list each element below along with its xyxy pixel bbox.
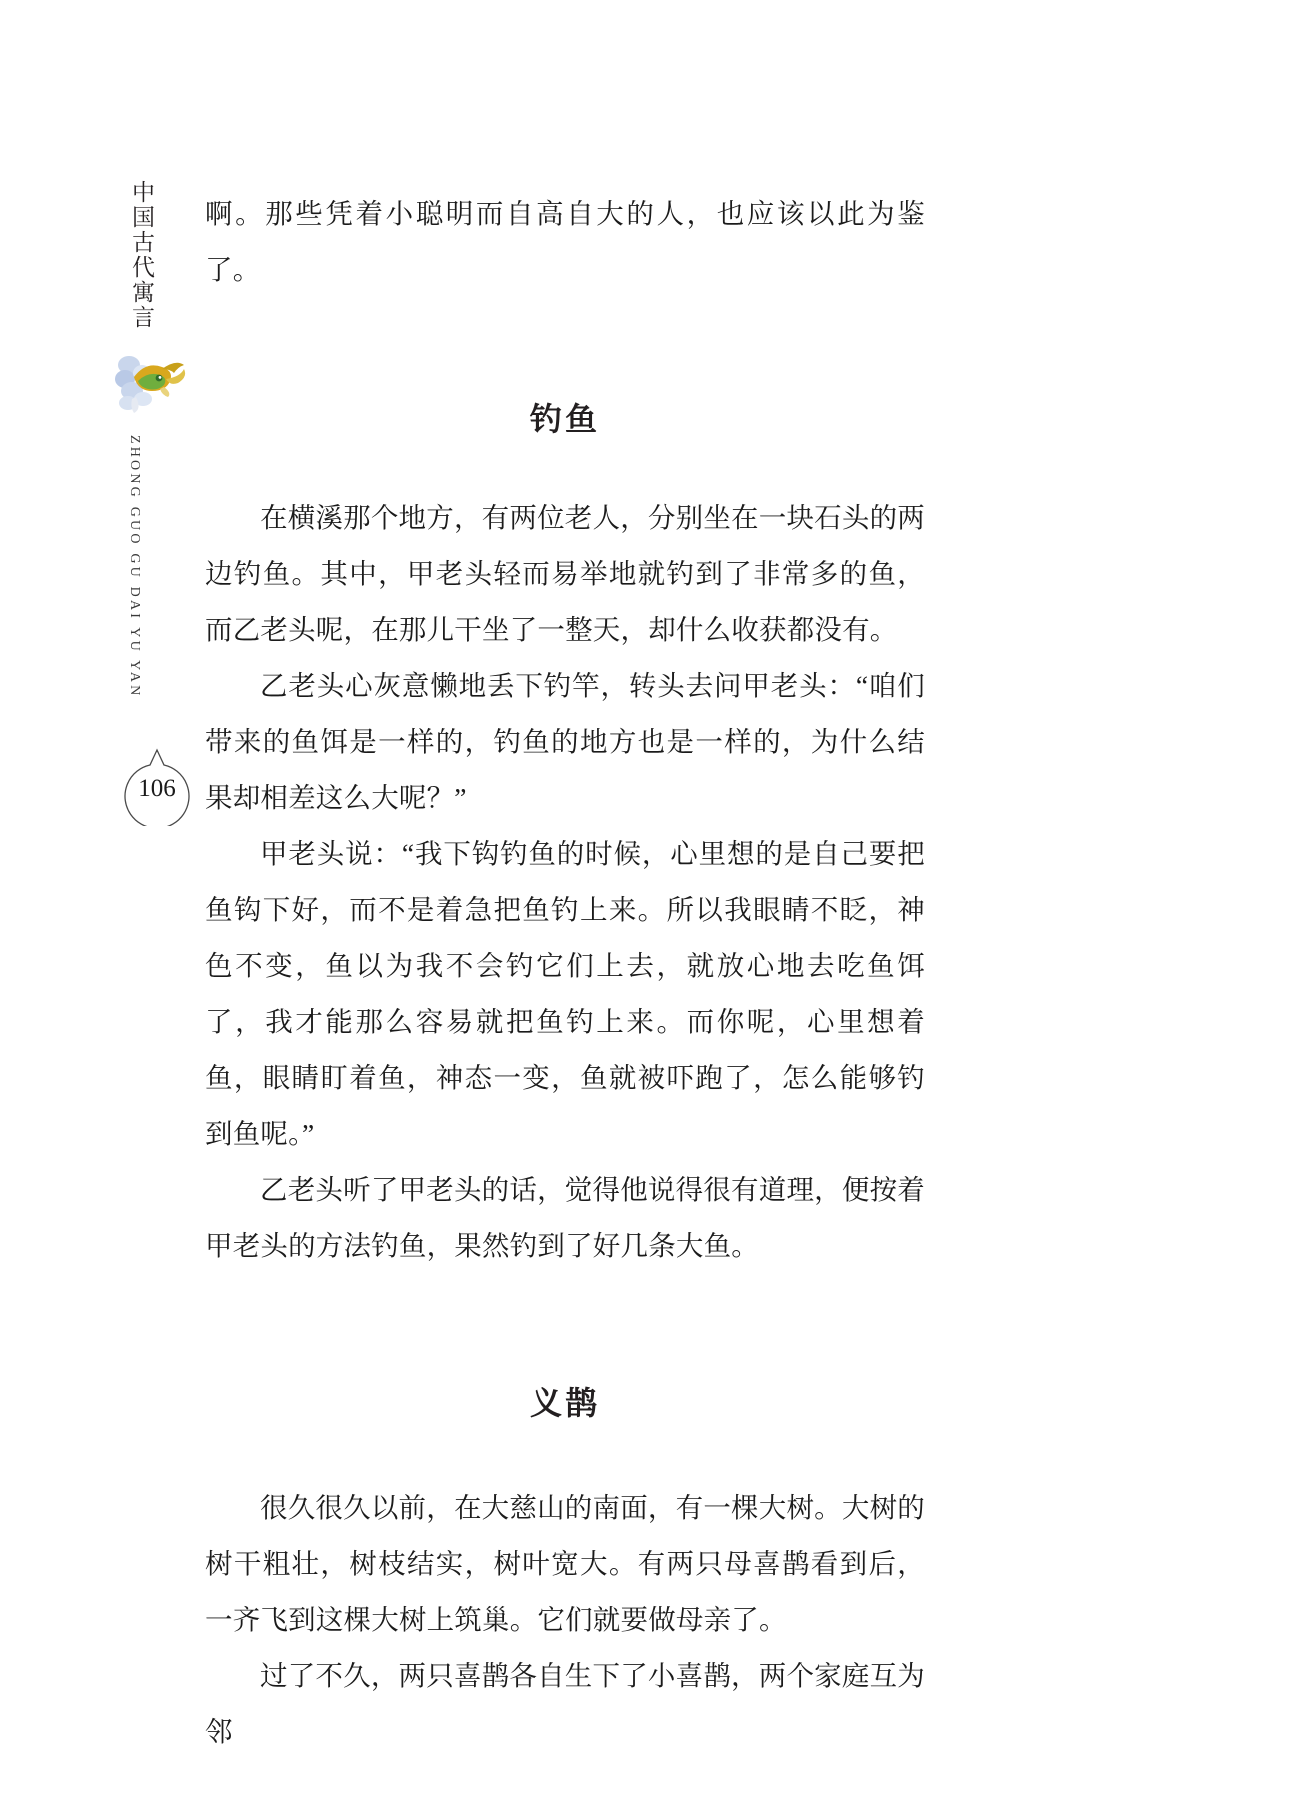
paragraph-diaoyu-2: 乙老头心灰意懒地丢下钓竿，转头去问甲老头：“咱们带来的鱼饵是一样的，钓鱼的地方也是一样的，为什么结果却相差这么大呢？” — [205, 670, 925, 813]
paragraph-diaoyu-4: 乙老头听了甲老头的话，觉得他说得很有道理，便按着甲老头的方法钓鱼，果然钓到了好几条大鱼。 — [205, 1174, 925, 1261]
continued-paragraph: 啊。那些凭着小聪明而自高自大的人，也应该以此为鉴了。 — [205, 198, 925, 285]
running-title-chinese: 中国古代寓言 — [129, 180, 154, 330]
paragraph-diaoyu-1: 在横溪那个地方，有两位老人，分别坐在一块石头的两边钓鱼。其中，甲老头轻而易举地就钓到了非常多的鱼，而乙老头呢，在那儿干坐了一整天，却什么收获都没有。 — [205, 502, 925, 645]
page-number-badge — [118, 748, 196, 826]
spacer-after-title-2 — [205, 1424, 925, 1480]
paragraph-yique-2: 过了不久，两只喜鹊各自生下了小喜鹊，两个家庭互为邻 — [205, 1660, 925, 1747]
paragraph-yique-1: 很久很久以前，在大慈山的南面，有一棵大树。大树的树干粗壮，树枝结实，树叶宽大。有两只母喜鹊看到后，一齐飞到这棵大树上筑巢。它们就要做母亲了。 — [205, 1492, 925, 1635]
spacer-after-title-1 — [205, 440, 925, 490]
page-number-text: 106 — [138, 775, 176, 802]
running-title-pinyin: ZHONG GUO GU DAI YU YAN — [127, 435, 142, 699]
section-title-diaoyu: 钓鱼 — [529, 401, 600, 437]
text-column — [205, 186, 925, 1760]
paragraph-diaoyu-3: 甲老头说：“我下钩钓鱼的时候，心里想的是自己要把鱼钩下好，而不是着急把鱼钓上来。所以我眼睛不眨，神色不变，鱼以为我不会钓它们上去，就放心地去吃鱼饵了，我才能那么容易就把鱼钓上来。而你呢，心里想着鱼，眼睛盯着鱼，神态一变，鱼就被吓跑了，怎么能够钓到鱼呢。” — [205, 838, 925, 1149]
spacer-before-title-1 — [205, 298, 925, 394]
spacer-before-title-2 — [205, 1274, 925, 1378]
dragon-ornament-icon — [112, 347, 192, 419]
section-title-yique: 义鹊 — [529, 1385, 600, 1421]
